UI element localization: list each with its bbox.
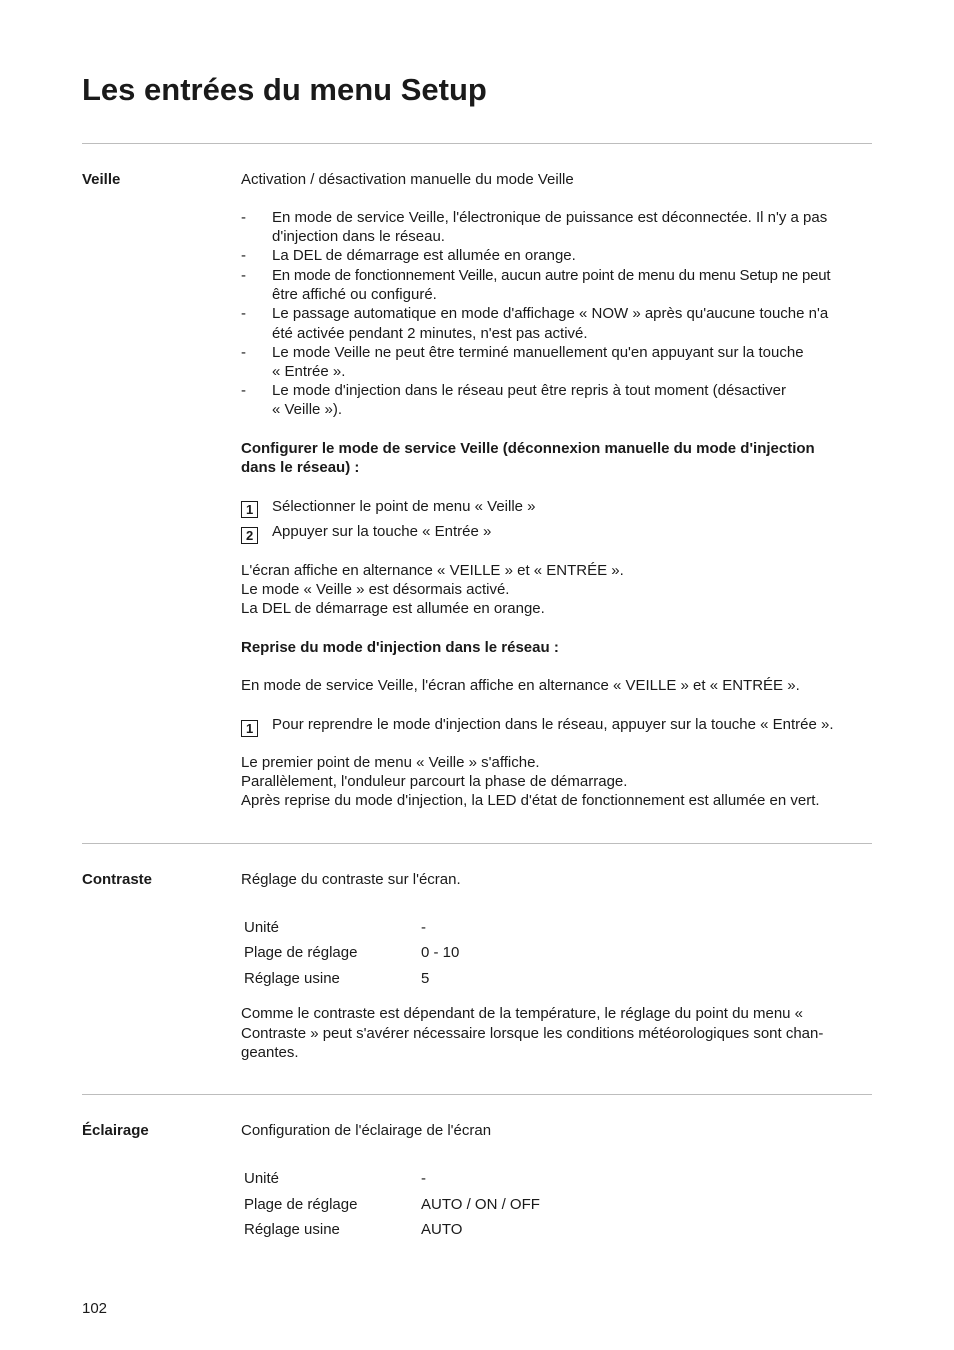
bullet-dash: - (241, 247, 246, 264)
page-number: 102 (82, 1300, 108, 1317)
param-label: Réglage usine (244, 970, 340, 987)
param-value: 5 (421, 970, 430, 987)
section-heading-contraste: Contraste (82, 871, 153, 888)
list-item-continuation: été activée pendant 2 minutes, n'est pas activé. (272, 325, 588, 342)
list-item-continuation: « Entrée ». (272, 363, 346, 380)
contraste-note-line: geantes. (241, 1044, 299, 1061)
bullet-dash: - (241, 305, 246, 322)
veille-intro: Activation / désactivation manuelle du mode Veille (241, 171, 574, 188)
result-line: La DEL de démarrage est allumée en orange. (241, 600, 545, 617)
section-divider (82, 1094, 872, 1095)
bullet-dash: - (241, 209, 246, 226)
param-label: Réglage usine (244, 1221, 340, 1238)
resume-heading: Reprise du mode d'injection dans le réseau : (241, 639, 559, 656)
config-heading-line: Configurer le mode de service Veille (déconnexion manuelle du mode d'injection (241, 440, 815, 457)
param-label: Unité (244, 919, 280, 936)
result-line: Le mode « Veille » est désormais activé. (241, 581, 510, 598)
contraste-note-line: Contraste » peut s'avérer nécessaire lorsque les conditions météorologiques sont chan- (241, 1025, 824, 1042)
step-number-badge: 1 (241, 501, 258, 518)
bullet-dash: - (241, 267, 246, 284)
param-value: AUTO (421, 1221, 463, 1238)
step-number-badge: 2 (241, 527, 258, 544)
list-item: Le mode d'injection dans le réseau peut être repris à tout moment (désactiver (272, 382, 786, 399)
list-item: Le mode Veille ne peut être terminé manuellement qu'en appuyant sur la touche (272, 344, 804, 361)
step-text: Appuyer sur la touche « Entrée » (272, 523, 492, 540)
section-divider (82, 143, 872, 144)
bullet-dash: - (241, 382, 246, 399)
list-item: La DEL de démarrage est allumée en orange. (272, 247, 576, 264)
param-label: Unité (244, 1170, 280, 1187)
list-item: Le passage automatique en mode d'affichage « NOW » après qu'aucune touche n'a (272, 305, 829, 322)
list-item-continuation: être affiché ou configuré. (272, 286, 437, 303)
result-line: Parallèlement, l'onduleur parcourt la phase de démarrage. (241, 773, 628, 790)
section-heading-eclairage: Éclairage (82, 1122, 149, 1139)
page-title: Les entrées du menu Setup (82, 72, 487, 107)
param-value: 0 - 10 (421, 944, 460, 961)
step-number-badge: 1 (241, 720, 258, 737)
list-item: En mode de service Veille, l'électronique de puissance est déconnectée. Il n'y a pas (272, 209, 828, 226)
result-line: Le premier point de menu « Veille » s'affiche. (241, 754, 540, 771)
param-label: Plage de réglage (244, 1196, 358, 1213)
section-heading-veille: Veille (82, 171, 121, 188)
param-value: AUTO / ON / OFF (421, 1196, 540, 1213)
result-line: Après reprise du mode d'injection, la LED d'état de fonctionnement est allumée en vert. (241, 792, 820, 809)
result-line: L'écran affiche en alternance « VEILLE » et « ENTRÉE ». (241, 562, 624, 579)
param-label: Plage de réglage (244, 944, 358, 961)
contraste-note-line: Comme le contraste est dépendant de la température, le réglage du point du menu « (241, 1005, 804, 1022)
eclairage-intro: Configuration de l'éclairage de l'écran (241, 1122, 492, 1139)
list-item-continuation: d'injection dans le réseau. (272, 228, 445, 245)
list-item-continuation: « Veille »). (272, 401, 343, 418)
resume-intro: En mode de service Veille, l'écran affiche en alternance « VEILLE » et « ENTRÉE ». (241, 677, 800, 694)
list-item: En mode de fonctionnement Veille, aucun autre point de menu du menu Setup ne peut (272, 267, 831, 284)
param-value: - (421, 919, 426, 936)
config-heading-line: dans le réseau) : (241, 459, 360, 476)
step-text: Sélectionner le point de menu « Veille » (272, 498, 536, 515)
param-value: - (421, 1170, 426, 1187)
bullet-dash: - (241, 344, 246, 361)
contraste-intro: Réglage du contraste sur l'écran. (241, 871, 461, 888)
section-divider (82, 843, 872, 844)
step-text: Pour reprendre le mode d'injection dans le réseau, appuyer sur la touche « Entrée ». (272, 716, 834, 733)
